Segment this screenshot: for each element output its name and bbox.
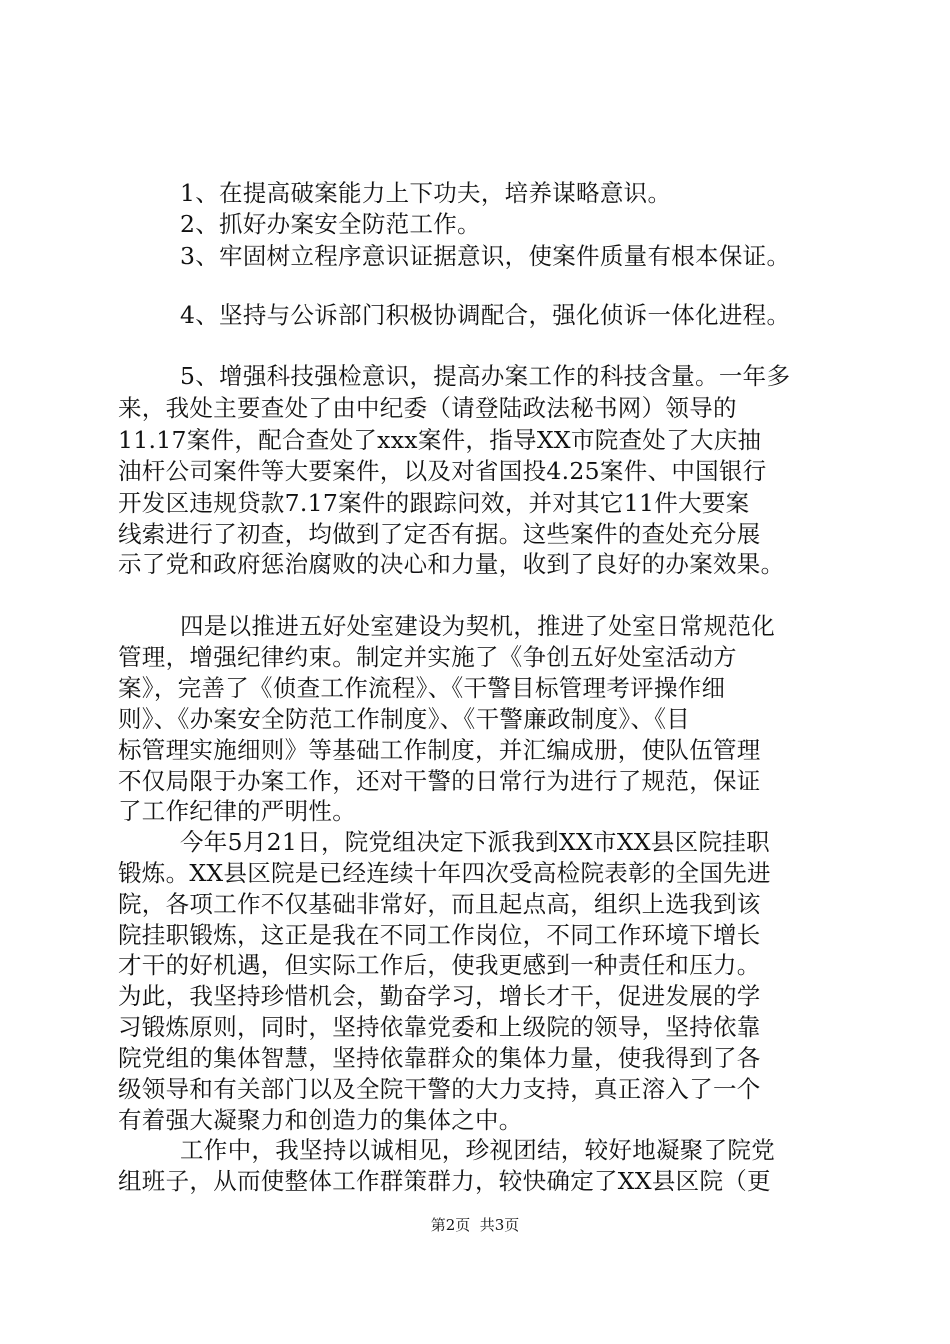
text-line: 油杆公司案件等大要案件，以及对省国投4.25案件、中国银行 [118, 457, 767, 485]
text-line: 组班子，从而使整体工作群策群力，较快确定了XX县区院（更 [118, 1167, 771, 1195]
text-line: 锻炼。XX县区院是已经连续十年四次受高检院表彰的全国先进 [118, 859, 771, 887]
text-line: 今年5月21日，院党组决定下派我到XX市XX县区院挂职 [180, 828, 770, 856]
text-line: 则》、《办案安全防范工作制度》、《干警廉政制度》、《目 [118, 705, 691, 733]
text-line: 线索进行了初查，均做到了定否有据。这些案件的查处充分展 [118, 520, 761, 548]
text-line: 不仅局限于办案工作，还对干警的日常行为进行了规范，保证 [118, 767, 761, 795]
text-line: 标管理实施细则》等基础工作制度，并汇编成册，使队伍管理 [118, 736, 761, 764]
page-number: 第2页 共3页 [430, 1216, 520, 1234]
text-line: 5、增强科技强检意识，提高办案工作的科技含量。一年多 [180, 362, 791, 390]
text-line: 有着强大凝聚力和创造力的集体之中。 [118, 1106, 523, 1134]
text-line: 4、坚持与公诉部门积极协调配合，强化侦诉一体化进程。 [180, 301, 791, 329]
text-line: 开发区违规贷款7.17案件的跟踪问效，并对其它11件大要案 [118, 489, 750, 517]
text-line: 为此，我坚持珍惜机会，勤奋学习，增长才干，促进发展的学 [118, 982, 761, 1010]
text-line: 才干的好机遇，但实际工作后，使我更感到一种责任和压力。 [118, 951, 761, 979]
text-line: 院，各项工作不仅基础非常好，而且起点高，组织上选我到该 [118, 890, 761, 918]
text-line: 来，我处主要查处了由中纪委（请登陆政法秘书网）领导的 [118, 394, 737, 422]
text-line: 工作中，我坚持以诚相见，珍视团结，较好地凝聚了院党 [180, 1136, 775, 1164]
text-line: 院挂职锻炼，这正是我在不同工作岗位，不同工作环境下增长 [118, 921, 761, 949]
text-line: 院党组的集体智慧，坚持依靠群众的集体力量，使我得到了各 [118, 1044, 761, 1072]
text-line: 11.17案件，配合查处了xxx案件，指导XX市院查处了大庆抽 [118, 426, 762, 454]
text-line: 2、抓好办案安全防范工作。 [180, 210, 481, 238]
text-line: 示了党和政府惩治腐败的决心和力量，收到了良好的办案效果。 [118, 550, 785, 578]
text-line: 习锻炼原则，同时，坚持依靠党委和上级院的领导，坚持依靠 [118, 1013, 761, 1041]
text-line: 3、牢固树立程序意识证据意识，使案件质量有根本保证。 [180, 242, 791, 270]
text-line: 四是以推进五好处室建设为契机，推进了处室日常规范化 [180, 612, 775, 640]
text-line: 级领导和有关部门以及全院干警的大力支持，真正溶入了一个 [118, 1075, 761, 1103]
text-line: 管理，增强纪律约束。制定并实施了《争创五好处室活动方 [118, 643, 737, 671]
text-line: 1、在提高破案能力上下功夫，培养谋略意识。 [180, 179, 672, 207]
text-line: 了工作纪律的严明性。 [118, 797, 356, 825]
text-line: 案》，完善了《侦查工作流程》、《干警目标管理考评操作细 [118, 674, 726, 702]
